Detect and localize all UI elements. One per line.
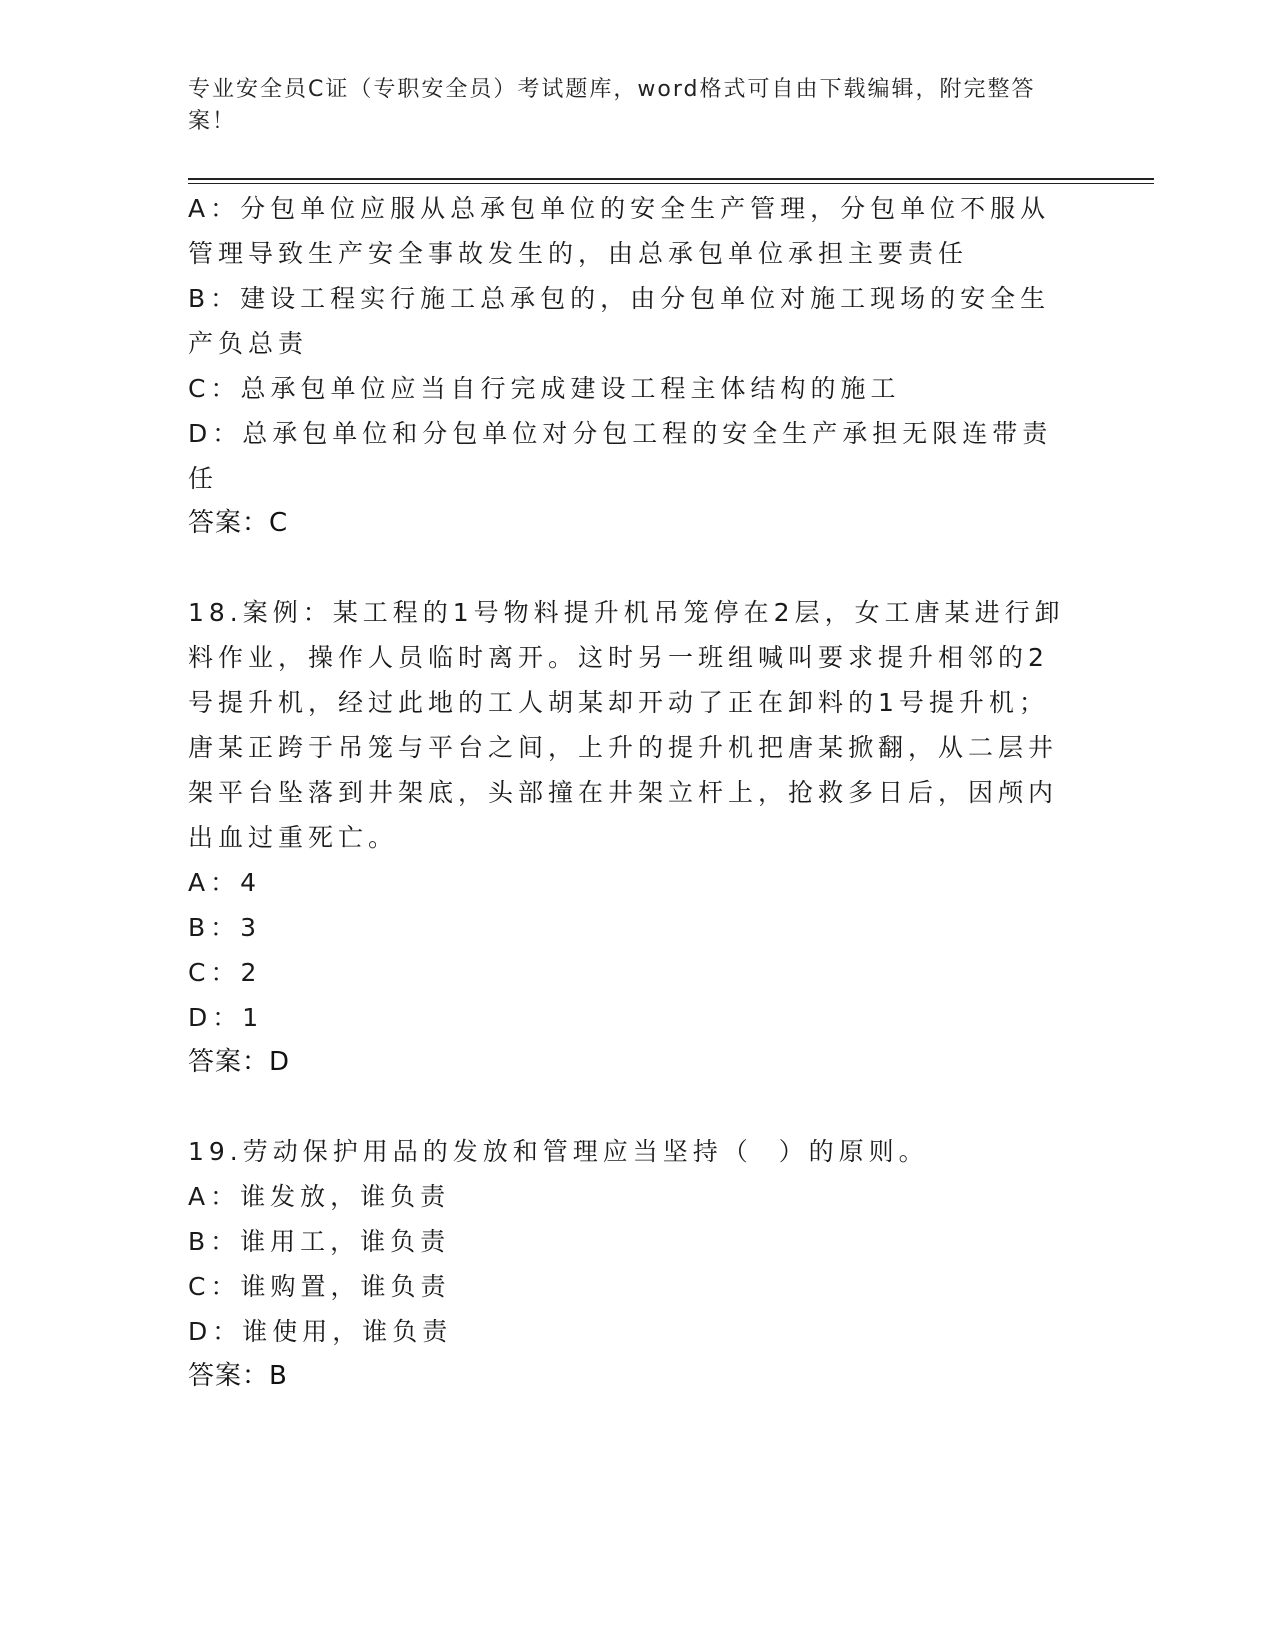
option-c: C：2: [188, 958, 262, 987]
question-18-stem: 18.案例：某工程的1号物料提升机吊笼停在2层，女工唐某进行卸料作业，操作人员临时离开。这时另一班组喊叫要求提升相邻的2号提升机，经过此地的工人胡某却开动了正在卸料的1号提升机；唐某正跨于吊笼与平台之间，上升的提升机把唐某掀翻，从二层井架平台坠落到井架底，头部撞在井架立杆上，抢救多日后，因颅内出血过重死亡。: [188, 598, 1065, 852]
option-d: D：总承包单位和分包单位对分包工程的安全生产承担无限连带责任: [188, 419, 1053, 493]
answer-17: 答案：C: [188, 508, 289, 538]
page-header-title: 专业安全员C证（专职安全员）考试题库，word格式可自由下载编辑，附完整答案！: [188, 77, 1036, 134]
option-a: A：4: [188, 868, 262, 897]
question-17-block: [188, 186, 1078, 1399]
answer-18: 答案：D: [188, 1047, 291, 1077]
header-rule-top: [188, 178, 1154, 180]
option-a: A：谁发放，谁负责: [188, 1182, 451, 1211]
question-19-stem: 19.劳动保护用品的发放和管理应当坚持（ ）的原则。: [188, 1137, 929, 1166]
option-c: C：谁购置，谁负责: [188, 1272, 451, 1301]
answer-19: 答案：B: [188, 1361, 288, 1391]
option-c: C：总承包单位应当自行完成建设工程主体结构的施工: [188, 374, 901, 403]
option-d: D：1: [188, 1003, 264, 1032]
option-b: B：谁用工，谁负责: [188, 1227, 451, 1256]
spacer: [188, 546, 1078, 590]
spacer: [188, 1085, 1078, 1129]
header-rule-bottom: [188, 183, 1154, 184]
option-b: B：3: [188, 913, 262, 942]
option-a: A：分包单位应服从总承包单位的安全生产管理，分包单位不服从管理导致生产安全事故发生的，由总承包单位承担主要责任: [188, 194, 1051, 268]
option-b: B：建设工程实行施工总承包的，由分包单位对施工现场的安全生产负总责: [188, 284, 1051, 358]
option-d: D：谁使用，谁负责: [188, 1317, 453, 1346]
